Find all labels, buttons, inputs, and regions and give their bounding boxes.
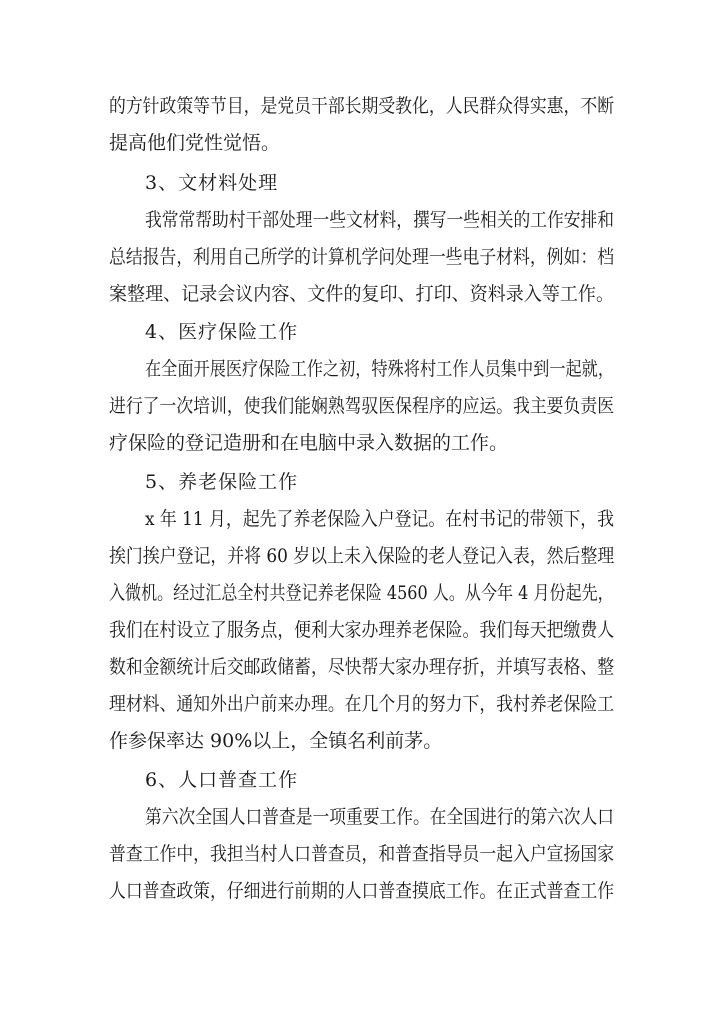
paragraph-line: 总结报告，利用自己所学的计算机学问处理一些电子材料，例如：档	[109, 246, 615, 268]
paragraph-line: 提高他们党性觉悟。	[109, 132, 281, 154]
section-heading-3: 3、文材料处理	[145, 172, 279, 194]
paragraph-line: 人口普查政策，仔细进行前期的人口普查摸底工作。在正式普查工作	[109, 880, 615, 902]
paragraph-line: 案整理、记录会议内容、文件的复印、打印、资料录入等工作。	[109, 283, 614, 305]
paragraph-line: 进行了一次培训，使我们能娴熟驾驭医保程序的应运。我主要负责医	[109, 395, 615, 417]
section-heading-6: 6、人口普查工作	[145, 769, 299, 791]
paragraph-line: x 年 11 月，起先了养老保险入户登记。在村书记的带领下，我	[145, 508, 615, 530]
paragraph-line: 疗保险的登记造册和在电脑中录入数据的工作。	[109, 432, 509, 454]
paragraph-line: 的方针政策等节目，是党员干部长期受教化，人民群众得实惠，不断	[109, 95, 615, 117]
paragraph-line: 数和金额统计后交邮政储蓄，尽快帮大家办理存折，并填写表格、整	[109, 656, 615, 678]
paragraph-line: 我常常帮助村干部处理一些文材料，撰写一些相关的工作安排和	[145, 209, 615, 231]
paragraph-line: 入微机。经过汇总全村共登记养老保险 4560 人。从今年 4 月份起先，	[109, 582, 614, 604]
paragraph-line: 理材料、通知外出户前来办理。在几个月的努力下，我村养老保险工	[109, 693, 615, 715]
paragraph-line: 第六次全国人口普查是一项重要工作。在全国进行的第六次人口	[145, 806, 615, 828]
paragraph-line: 普查工作中，我担当村人口普查员，和普查指导员一起入户宣扬国家	[109, 843, 615, 865]
paragraph-line: 挨门挨户登记，并将 60 岁以上未入保险的老人登记入表，然后整理	[109, 545, 615, 567]
section-heading-4: 4、医疗保险工作	[145, 321, 299, 343]
paragraph-line: 作参保率达 90%以上，全镇名利前茅。	[109, 730, 443, 752]
section-heading-5: 5、养老保险工作	[145, 471, 299, 493]
paragraph-line: 在全面开展医疗保险工作之初，特殊将村工作人员集中到一起就，	[145, 358, 615, 380]
paragraph-line: 我们在村设立了服务点，便利大家办理养老保险。我们每天把缴费人	[109, 619, 615, 641]
